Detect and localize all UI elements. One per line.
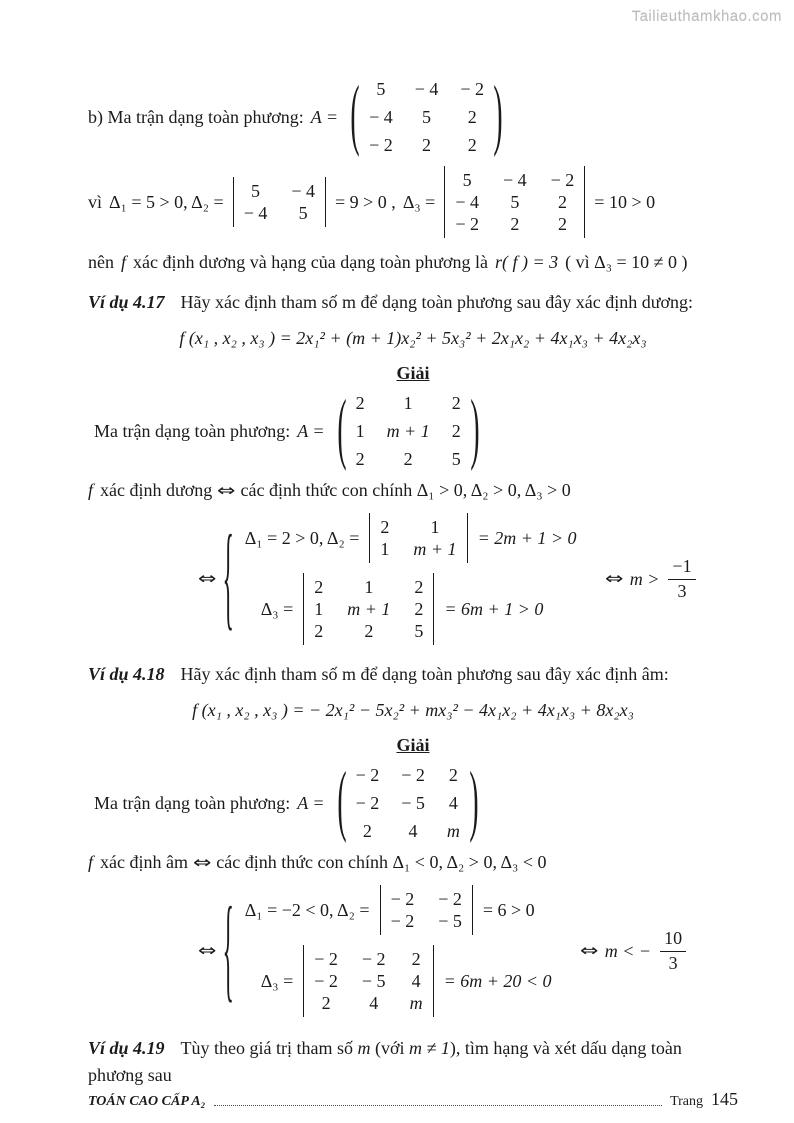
result-inequality: m < − bbox=[604, 940, 652, 961]
matrix-grid bbox=[348, 764, 468, 842]
matrix-cell: − 4 bbox=[414, 79, 439, 99]
part-b-label: b) Ma trận dạng toàn phương: bbox=[88, 106, 304, 127]
vi-label: vì bbox=[88, 191, 103, 212]
matrix-cell: 5 bbox=[451, 449, 461, 469]
matrix-cell: 2 bbox=[314, 577, 324, 597]
matrix-cell: 5 bbox=[510, 192, 520, 212]
matrix-cell: − 4 bbox=[455, 192, 479, 212]
iff-icon: ⇔ bbox=[604, 569, 623, 589]
iff-icon: ⇔ bbox=[197, 569, 217, 589]
matrix-cell: 2 bbox=[321, 993, 331, 1013]
watermark: Tailieuthamkhao.com bbox=[631, 8, 782, 25]
matrix-cell: 2 bbox=[414, 577, 424, 597]
example-4-17-matrix-line bbox=[88, 388, 738, 474]
determinant-grid bbox=[369, 513, 467, 563]
matrix-cell: 2 bbox=[467, 107, 477, 127]
example-4-18-matrix-line bbox=[88, 760, 738, 846]
matrix-cell: − 4 bbox=[502, 170, 527, 190]
matrix-cell: 2 bbox=[314, 621, 324, 641]
right-paren-icon: ) bbox=[469, 760, 479, 846]
conclusion-line bbox=[88, 252, 738, 273]
matrix-cell: 2 bbox=[422, 135, 432, 155]
system-body bbox=[245, 885, 552, 1017]
matrix-cell: 4 bbox=[369, 993, 379, 1013]
matrix-cell: m + 1 bbox=[386, 421, 430, 441]
matrix-cell: − 2 bbox=[314, 971, 338, 991]
matrix-cell: 2 bbox=[451, 393, 461, 413]
delta-1-2-condition: Δ₁ = 2 > 0, Δ₂ = bbox=[244, 527, 360, 548]
fraction-numerator: 10 bbox=[660, 928, 686, 952]
right-paren-icon: ) bbox=[493, 74, 503, 160]
matrix-cell: 5 bbox=[251, 181, 261, 201]
example-4-17-title: Ví dụ 4.17 bbox=[88, 292, 165, 312]
example-4-17-system bbox=[197, 511, 738, 645]
matrix-cell: − 4 bbox=[369, 107, 393, 127]
matrix-cell: 4 bbox=[411, 971, 421, 991]
matrix-cell: − 2 bbox=[369, 135, 393, 155]
matrix-cell: 4 bbox=[408, 821, 418, 841]
line-2-result: = 6m + 20 < 0 bbox=[443, 970, 552, 991]
matrix-cell: m + 1 bbox=[413, 539, 457, 559]
condition-text: xác định âm bbox=[100, 852, 188, 872]
matrix-cell: 2 bbox=[364, 621, 374, 641]
matrix-cell: − 2 bbox=[455, 214, 479, 234]
determinant-2x2 bbox=[369, 513, 467, 563]
example-4-19-title: Ví dụ 4.19 bbox=[88, 1038, 165, 1058]
f-variable: f bbox=[88, 852, 94, 872]
matrix-cell: 2 bbox=[467, 135, 477, 155]
right-paren-icon: ) bbox=[470, 388, 480, 474]
left-paren-icon: ( bbox=[336, 760, 347, 846]
line-1-result: = 6 > 0 bbox=[482, 899, 535, 920]
matrix-label: Ma trận dạng toàn phương: bbox=[94, 420, 291, 441]
matrix-cell: 2 bbox=[448, 765, 458, 785]
determinant-grid bbox=[303, 573, 434, 645]
matrix-cell: − 2 bbox=[460, 79, 485, 99]
determinant-grid bbox=[380, 885, 473, 935]
f-variable: f bbox=[88, 480, 94, 500]
delta-3-label: Δ₃ = bbox=[260, 970, 294, 991]
matrix-cell: − 2 bbox=[550, 170, 575, 190]
matrix-A bbox=[349, 74, 504, 160]
example-4-18-condition-line bbox=[88, 852, 738, 873]
matrix-cell: − 4 bbox=[243, 203, 268, 223]
matrix-cell: m + 1 bbox=[347, 599, 391, 619]
matrix-cell: 5 bbox=[422, 107, 432, 127]
matrix-A bbox=[336, 388, 481, 474]
f-variable: f bbox=[121, 252, 127, 272]
iff-icon: ⇔ bbox=[197, 941, 217, 961]
matrix-cell: 2 bbox=[380, 517, 390, 537]
system-result bbox=[604, 555, 696, 602]
matrix-cell: m bbox=[446, 821, 460, 841]
determinant-3x3 bbox=[444, 166, 585, 238]
matrix-cell: 5 bbox=[462, 170, 472, 190]
system-result bbox=[579, 927, 687, 974]
system-line-2 bbox=[245, 945, 552, 1017]
matrix-cell: 2 bbox=[510, 214, 520, 234]
matrix-cell: 2 bbox=[414, 599, 424, 619]
matrix-cell: 5 bbox=[298, 203, 308, 223]
example-4-17-prompt: Hãy xác định tham số m để dạng toàn phương sau đây xác định dương: bbox=[180, 292, 693, 312]
example-4-17-condition-line bbox=[88, 480, 738, 501]
matrix-cell: 1 bbox=[430, 517, 440, 537]
matrix-cell: − 5 bbox=[401, 793, 425, 813]
condition-deltas: các định thức con chính Δ₁ < 0, Δ₂ > 0, Δ₃ < 0 bbox=[216, 852, 547, 872]
left-paren-icon: ( bbox=[336, 388, 347, 474]
conclusion-note: ( vì Δ₃ = 10 ≠ 0 ) bbox=[565, 252, 688, 272]
matrix-cell: − 2 bbox=[390, 911, 415, 931]
system-line-1 bbox=[245, 513, 577, 563]
iff-icon: ⇔ bbox=[217, 480, 236, 501]
matrix-cell: 2 bbox=[451, 421, 461, 441]
giai-section bbox=[88, 363, 738, 384]
dotted-leader bbox=[214, 1104, 663, 1106]
matrix-cell: − 2 bbox=[314, 949, 338, 969]
giai-label: Giải bbox=[396, 735, 430, 755]
result-fraction bbox=[668, 556, 695, 602]
example-4-19-heading bbox=[88, 1035, 738, 1089]
matrix-grid bbox=[361, 78, 492, 156]
matrix-cell: 1 bbox=[380, 539, 390, 559]
example-4-18-heading bbox=[88, 661, 738, 687]
part-b-matrix-line bbox=[88, 74, 738, 160]
conclusion-text: xác định dương và hạng của dạng toàn phương là bbox=[133, 252, 488, 272]
determinant-3x3 bbox=[303, 945, 433, 1017]
matrix-cell: 2 bbox=[557, 214, 567, 234]
delta-1-2: Δ₁ = 5 > 0, Δ₂ = bbox=[109, 191, 224, 212]
condition-text: xác định dương bbox=[100, 480, 213, 500]
fraction-numerator: −1 bbox=[668, 556, 695, 580]
matrix-cell: − 4 bbox=[291, 181, 315, 201]
determinant-grid bbox=[233, 177, 326, 227]
after-det2: = 9 > 0 , bbox=[335, 191, 396, 212]
example-4-19-text-2: (với bbox=[375, 1038, 405, 1058]
matrix-cell: 2 bbox=[403, 449, 413, 469]
matrix-cell: 2 bbox=[362, 821, 372, 841]
example-4-19-text-3: ), tìm hạng và xét dấu dạng toàn phương sau bbox=[88, 1038, 682, 1085]
determinant-2x2 bbox=[233, 177, 326, 227]
determinant-grid bbox=[444, 166, 585, 238]
matrix-cell: − 2 bbox=[355, 793, 380, 813]
matrix-cell: m bbox=[409, 993, 423, 1013]
example-4-17-formula: f (x₁ , x₂ , x₃ ) = 2x₁² + (m + 1)x₂² + 5x₃² + 2x₁x₂ + 4x₁x₃ + 4x₂x₃ bbox=[179, 328, 647, 348]
matrix-cell: 2 bbox=[411, 949, 421, 969]
page-number: 145 bbox=[711, 1089, 738, 1109]
page-label: Trang bbox=[670, 1094, 703, 1109]
matrix-cell: 1 bbox=[403, 393, 413, 413]
matrix-a-equals: A = bbox=[310, 106, 339, 127]
condition-deltas: các định thức con chính Δ₁ > 0, Δ₂ > 0, Δ₃ > 0 bbox=[240, 480, 571, 500]
result-fraction bbox=[660, 928, 686, 974]
matrix-A bbox=[336, 760, 480, 846]
fraction-denominator: 3 bbox=[668, 952, 678, 973]
left-paren-icon: ( bbox=[350, 74, 360, 160]
giai-section bbox=[88, 735, 738, 756]
delta-3-label: Δ₃ = bbox=[260, 598, 294, 619]
matrix-cell: 1 bbox=[314, 599, 324, 619]
example-4-17-heading bbox=[88, 289, 738, 315]
matrix-cell: − 2 bbox=[438, 889, 462, 909]
matrix-cell: 2 bbox=[355, 393, 365, 413]
matrix-cell: 1 bbox=[364, 577, 374, 597]
nen-label: nên bbox=[88, 252, 114, 272]
iff-icon: ⇔ bbox=[192, 852, 212, 873]
matrix-grid bbox=[348, 392, 469, 470]
matrix-cell: − 2 bbox=[355, 765, 380, 785]
matrix-cell: − 2 bbox=[401, 765, 425, 785]
matrix-a-equals: A = bbox=[297, 792, 325, 813]
system-line-1 bbox=[245, 885, 552, 935]
matrix-label: Ma trận dạng toàn phương: bbox=[94, 792, 291, 813]
rank-value: r( f ) = 3 bbox=[494, 252, 559, 272]
line-2-result: = 6m + 1 > 0 bbox=[444, 598, 544, 619]
matrix-a-equals: A = bbox=[297, 420, 325, 441]
determinant-line bbox=[88, 166, 738, 238]
system-brace-icon: { bbox=[222, 511, 235, 642]
matrix-cell: 2 bbox=[355, 449, 365, 469]
matrix-cell: − 2 bbox=[361, 949, 386, 969]
example-4-19-text-1: Tùy theo giá trị tham số bbox=[180, 1038, 353, 1058]
matrix-cell: − 2 bbox=[390, 889, 415, 909]
example-4-18-formula: f (x₁ , x₂ , x₃ ) = − 2x₁² − 5x₂² + mx₃² − 4x₁x₂ + 4x₁x₃ + 8x₂x₃ bbox=[192, 700, 634, 720]
fraction-denominator: 3 bbox=[677, 580, 687, 601]
example-4-18-prompt: Hãy xác định tham số m để dạng toàn phương sau đây xác định âm: bbox=[180, 664, 669, 684]
matrix-cell: − 5 bbox=[438, 911, 462, 931]
iff-icon: ⇔ bbox=[579, 941, 598, 961]
after-det3: = 10 > 0 bbox=[594, 191, 656, 212]
m-variable: m bbox=[357, 1038, 371, 1058]
system-body bbox=[245, 513, 577, 645]
system-line-2 bbox=[245, 573, 577, 645]
line-1-result: = 2m + 1 > 0 bbox=[477, 527, 577, 548]
m-condition: m ≠ 1 bbox=[409, 1038, 450, 1058]
result-inequality: m > bbox=[629, 568, 660, 589]
delta-3: Δ₃ = bbox=[402, 191, 436, 212]
matrix-cell: 5 bbox=[414, 621, 424, 641]
matrix-cell: 5 bbox=[376, 79, 386, 99]
determinant-3x3 bbox=[303, 573, 434, 645]
book-title: TOÁN CAO CẤP A₂ bbox=[88, 1094, 206, 1109]
matrix-cell: − 5 bbox=[361, 971, 386, 991]
page-footer bbox=[88, 1089, 738, 1110]
example-4-18-title: Ví dụ 4.18 bbox=[88, 664, 165, 684]
example-4-18-system bbox=[197, 883, 738, 1017]
giai-label: Giải bbox=[396, 363, 430, 383]
determinant-2x2 bbox=[380, 885, 473, 935]
matrix-cell: 2 bbox=[557, 192, 567, 212]
system-brace-icon: { bbox=[222, 883, 235, 1014]
determinant-grid bbox=[303, 945, 433, 1017]
delta-1-2-condition: Δ₁ = −2 < 0, Δ₂ = bbox=[244, 899, 370, 920]
matrix-cell: 1 bbox=[355, 421, 365, 441]
matrix-cell: 4 bbox=[448, 793, 458, 813]
